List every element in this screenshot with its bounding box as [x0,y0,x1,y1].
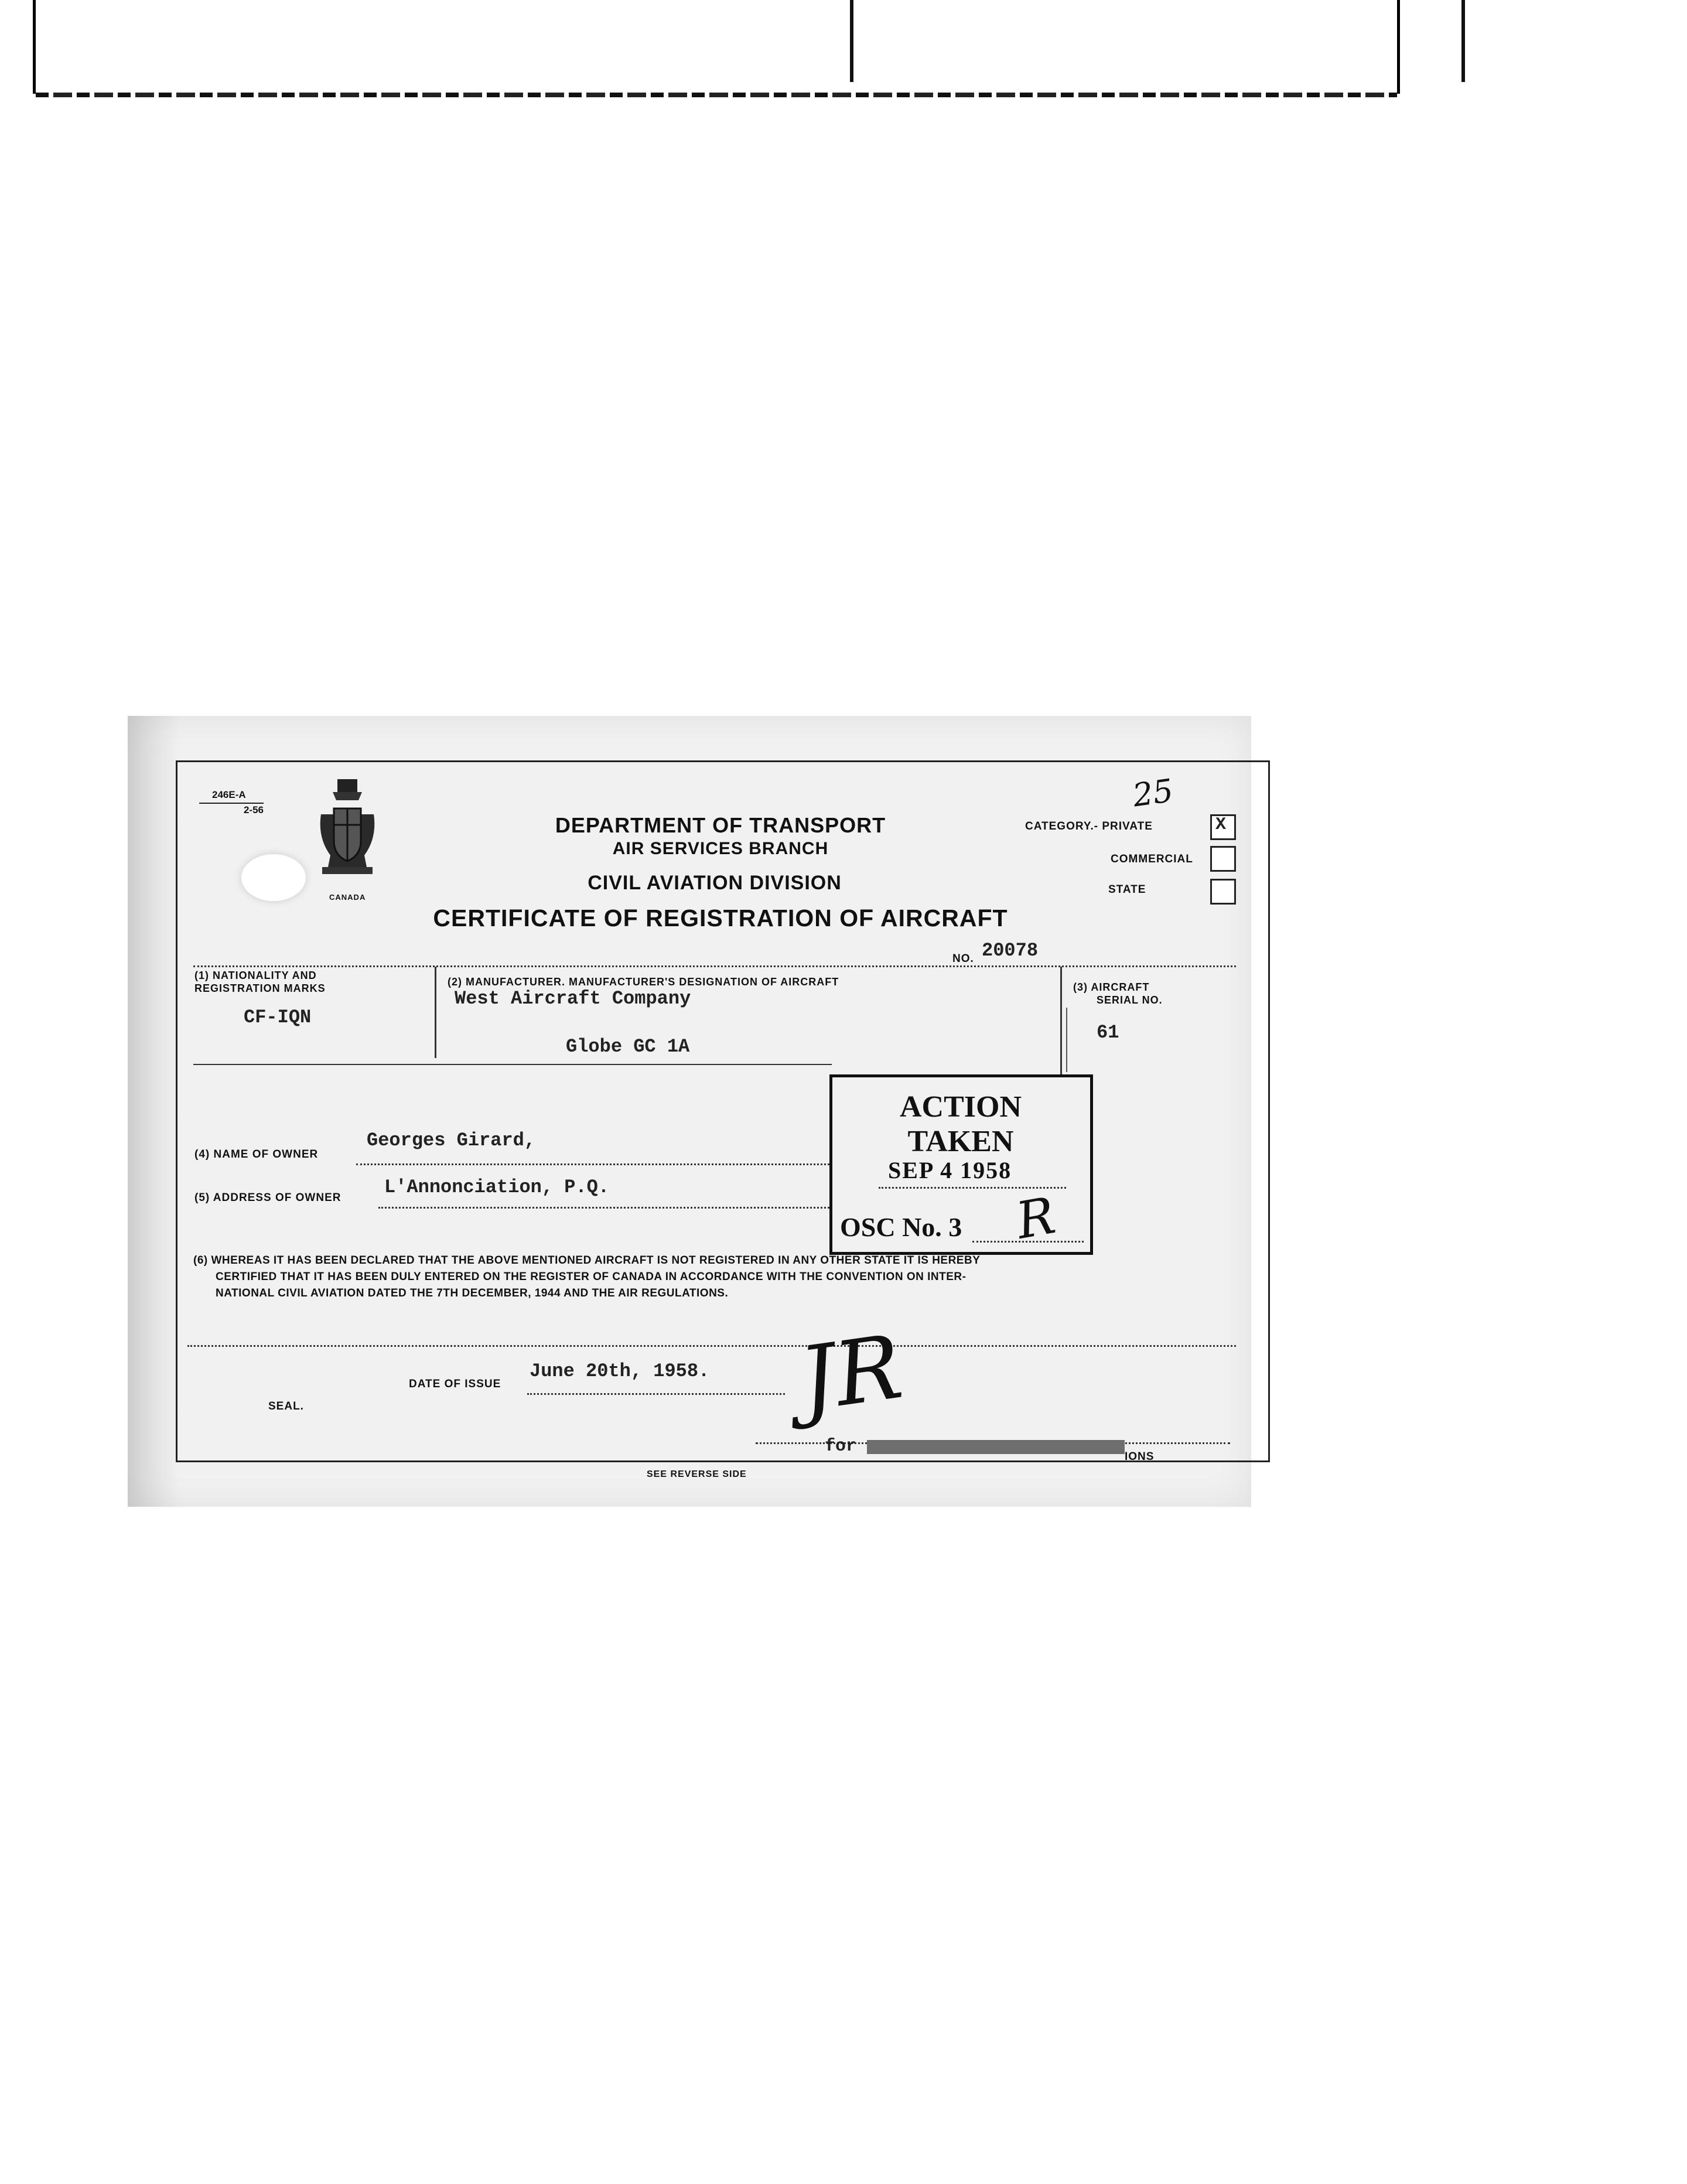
scan-divider-line [1461,0,1465,82]
title-department: DEPARTMENT OF TRANSPORT [555,813,886,837]
date-of-issue-label: DATE OF ISSUE [409,1378,501,1390]
field3-label [1073,981,1163,1006]
torn-spot [241,854,306,901]
signature: JR [793,1316,909,1432]
certificate-number-value: 20078 [982,940,1039,961]
date-of-issue-value: June 20th, 1958. [530,1360,710,1382]
coat-of-arms-icon [315,779,380,890]
stamp-date: SEP 4 1958 [888,1157,1012,1183]
serial-number-value: 61 [1097,1022,1119,1043]
owner-address-value: L'Annonciation, P.Q. [384,1176,610,1198]
manufacturer-value: West Aircraft Company [455,988,691,1009]
certification-statement [193,1253,1242,1302]
stamp-title: ACTION TAKEN [899,1090,1022,1158]
form-number: 246E-A [212,789,246,800]
certificate-number-label: NO. [952,953,974,965]
divider-line [187,1345,1236,1347]
seal-label: SEAL. [268,1400,304,1412]
redacted-title [867,1440,1125,1454]
category-private-label: CATEGORY.- PRIVATE [1025,820,1153,832]
certification-line2: CERTIFIED THAT IT HAS BEEN DULY ENTERED ON THE REGISTER OF CANADA IN ACCORDANCE WITH THE CONVENTION ON INTER- [216,1271,967,1283]
column-divider [1066,1008,1067,1072]
category-private-checkbox [1210,814,1236,840]
field3-label-line1: (3) AIRCRAFT [1073,981,1150,993]
field1-label-line2: REGISTRATION MARKS [194,982,326,994]
signature-suffix: IONS [1125,1451,1155,1463]
field2-label: (2) MANUFACTURER. MANUFACTURER'S DESIGNATION OF AIRCRAFT [448,976,839,988]
category-commercial-label: COMMERCIAL [1111,853,1193,865]
signature-prefix: for [825,1436,857,1456]
column-divider [435,967,436,1058]
field1-label-line1: (1) NATIONALITY AND [194,970,317,981]
owner-address-label: (5) ADDRESS OF OWNER [194,1192,342,1204]
category-private-mark: X [1215,815,1227,835]
certificate-title: CERTIFICATE OF REGISTRATION OF AIRCRAFT [433,905,1008,931]
category-commercial-checkbox [1210,846,1236,872]
date-of-issue-line [527,1393,785,1395]
scan-divider-line [850,0,853,82]
form-date: 2-56 [199,803,264,817]
field3-label-line2: SERIAL NO. [1097,994,1163,1006]
title-branch: AIR SERVICES BRANCH [612,839,829,858]
scan-torn-edge [36,93,1397,97]
title-division: CIVIL AVIATION DIVISION [588,872,842,894]
owner-name-line [356,1163,829,1165]
field1-label [194,969,326,995]
divider-line [193,1064,832,1065]
stamp-initials: R [1012,1186,1060,1251]
divider-line [193,965,1236,967]
stamp-osc-number: OSC No. 3 [840,1212,962,1242]
owner-name-value: Georges Girard, [367,1129,536,1151]
certification-line1: (6) WHEREAS IT HAS BEEN DECLARED THAT THE ABOVE MENTIONED AIRCRAFT IS NOT REGISTERED IN ANY OTHER STATE IT IS HEREBY [193,1254,981,1267]
category-state-label: STATE [1108,883,1146,896]
certification-line3: NATIONAL CIVIL AVIATION DATED THE 7TH DECEMBER, 1944 AND THE AIR REGULATIONS. [216,1287,729,1299]
owner-name-label: (4) NAME OF OWNER [194,1148,319,1161]
owner-address-line [378,1207,829,1209]
column-divider [1060,967,1062,1076]
registration-marks-value: CF-IQN [244,1006,312,1028]
category-state-checkbox [1210,879,1236,905]
aircraft-designation-value: Globe GC 1A [566,1036,690,1057]
handwritten-page-number: 25 [1130,772,1176,814]
scan-top-border [33,0,1400,94]
see-reverse-side: SEE REVERSE SIDE [647,1469,747,1479]
crest-caption: CANADA [329,893,366,902]
